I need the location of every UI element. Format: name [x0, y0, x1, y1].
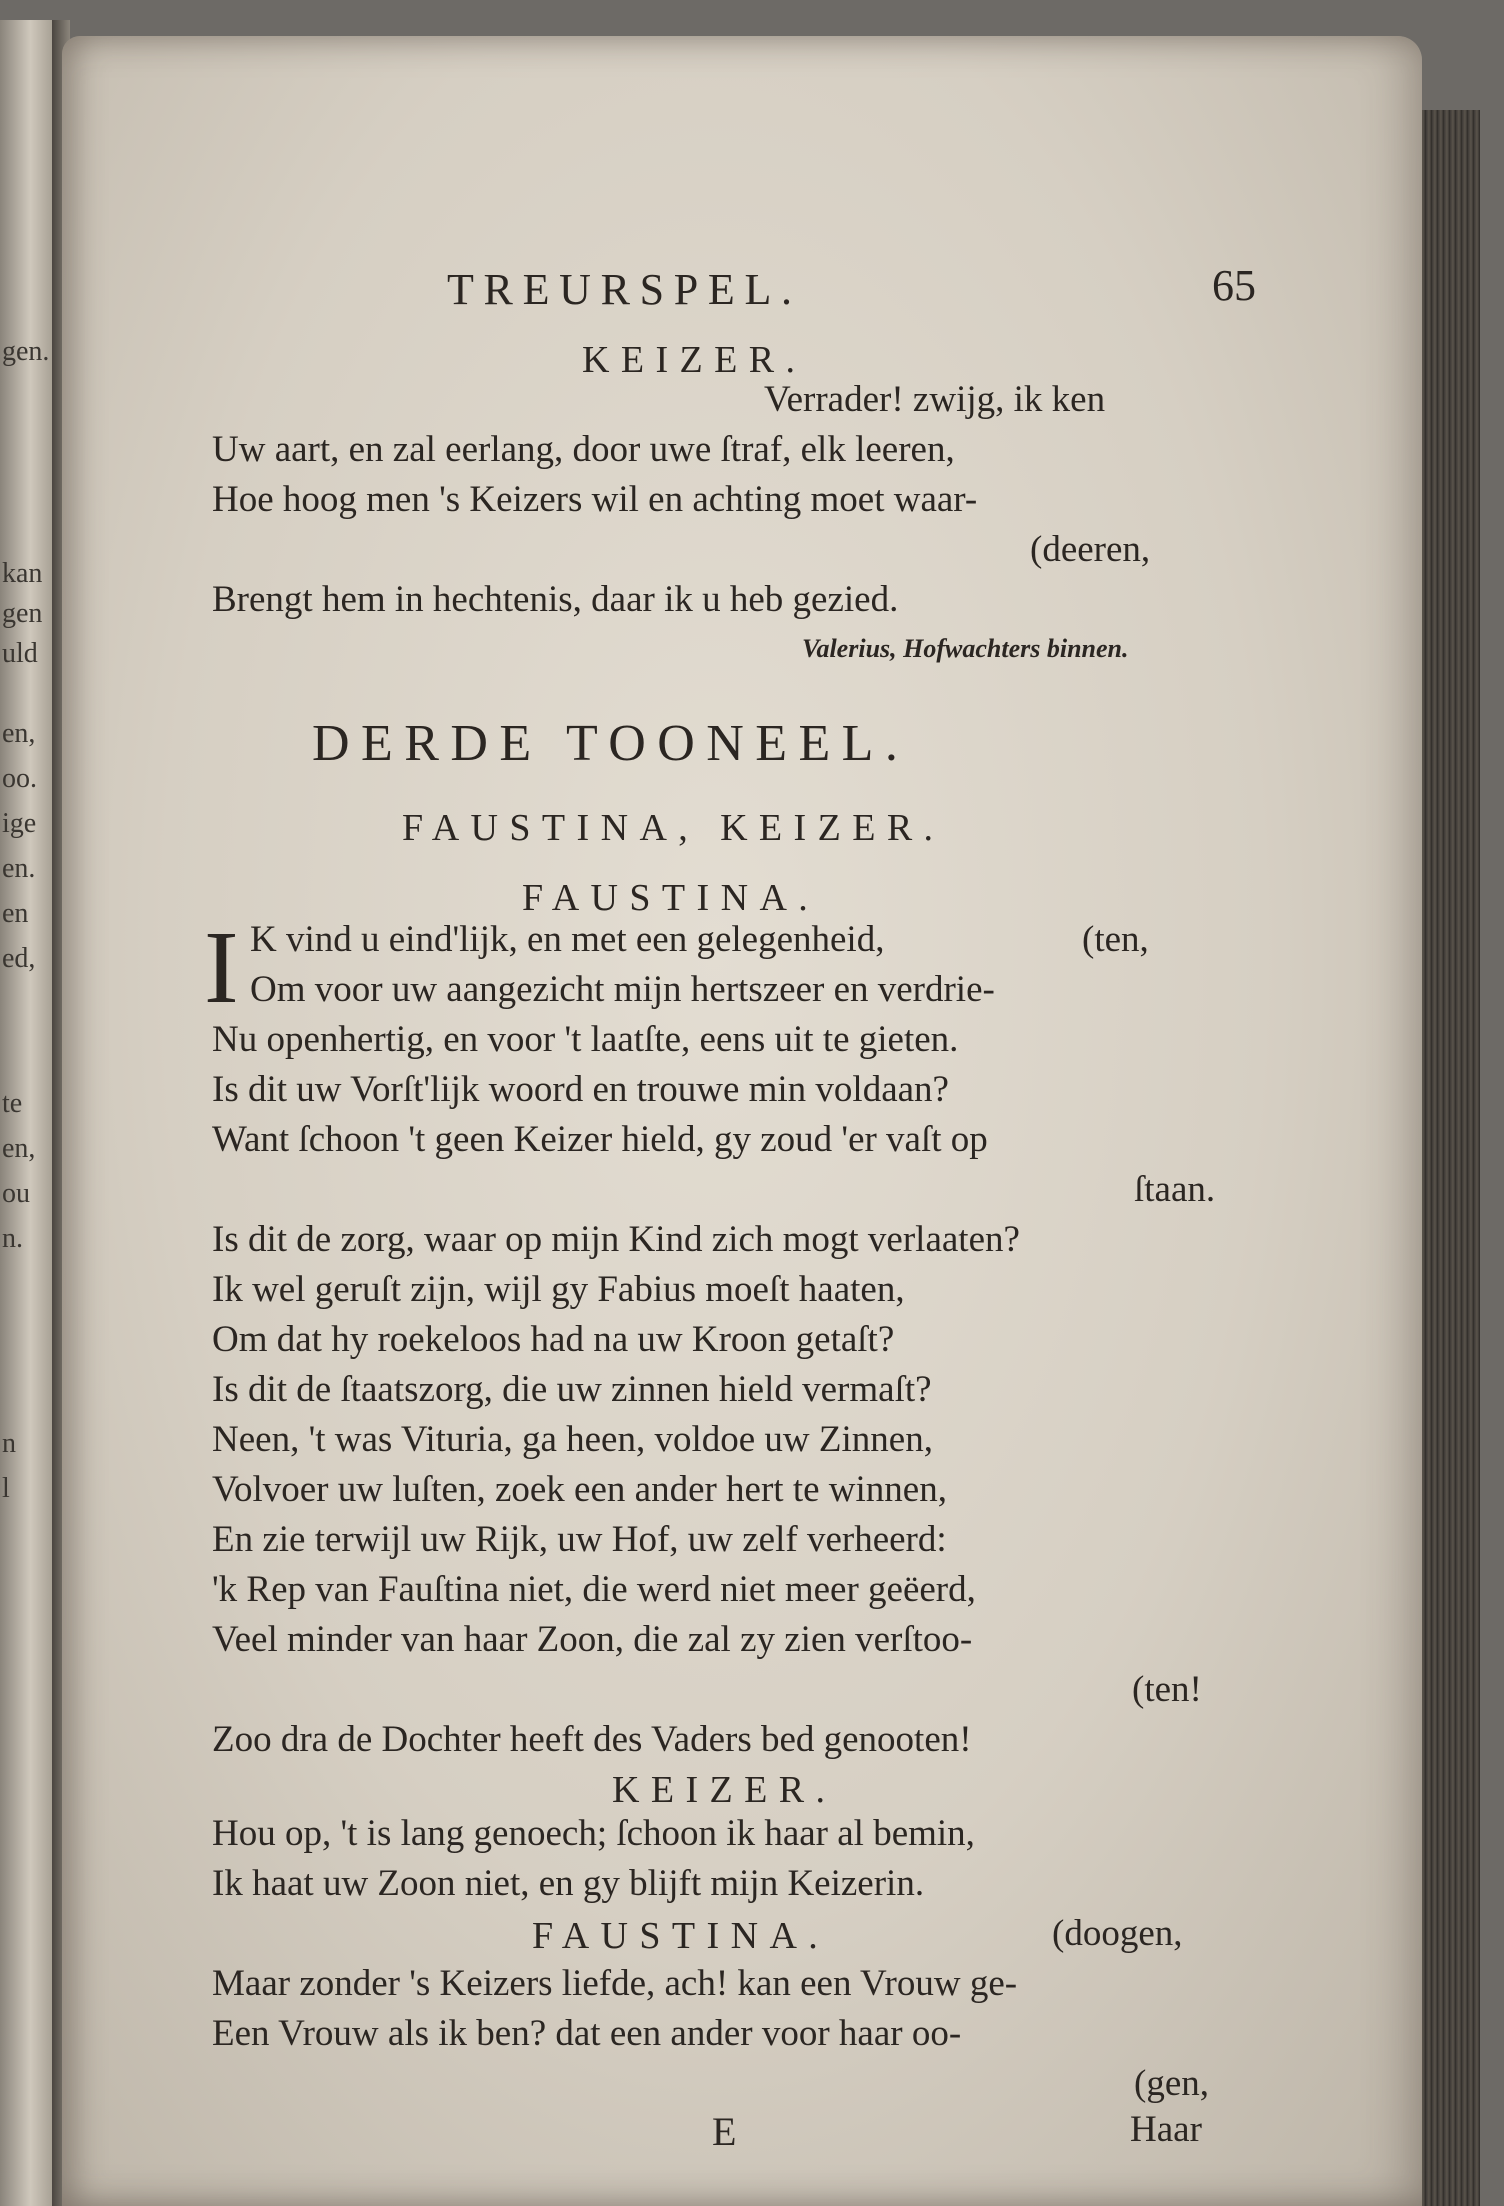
signature-mark: E [712, 2109, 737, 2154]
page-edges [1420, 110, 1480, 2206]
drop-cap: I [204, 910, 239, 1025]
verse-overflow: (gen, [1134, 2063, 1209, 2104]
verse-line: Om voor uw aangezicht mijn hertszeer en verdrie- [250, 969, 995, 1010]
left-page-fragment: gen. [2, 336, 50, 367]
catchword: Haar [1130, 2109, 1202, 2150]
left-page-fragment: l [2, 1473, 10, 1504]
left-page-fragment: en. [2, 853, 36, 884]
verse-line: (deeren, [1030, 529, 1151, 570]
scene-characters: FAUSTINA, KEIZER. [402, 807, 945, 849]
verse-line: Want ſchoon 't geen Keizer hield, gy zoud 'er vaſt op [212, 1119, 988, 1160]
verse-line: Is dit de zorg, waar op mijn Kind zich mogt verlaaten? [212, 1219, 1020, 1260]
verse-line: Volvoer uw luſten, zoek een ander hert te winnen, [212, 1469, 947, 1510]
speaker-name: FAUSTINA. [532, 1915, 830, 1957]
verse-line: Veel minder van haar Zoon, die zal zy zien verſtoo- [212, 1619, 973, 1660]
left-page-fragment: n. [2, 1223, 23, 1254]
verse-line: Ik wel geruſt zijn, wijl gy Fabius moeſt haaten, [212, 1269, 905, 1310]
left-page-fragment: ou [2, 1178, 30, 1209]
verse-line: 'k Rep van Fauſtina niet, die werd niet meer geëerd, [212, 1569, 976, 1610]
verse-line: Maar zonder 's Keizers liefde, ach! kan een Vrouw ge- [212, 1963, 1018, 2004]
speaker-name: KEIZER. [582, 339, 807, 381]
verse-line: Verrader! zwijg, ik ken [764, 379, 1106, 420]
left-page-fragment: uld [2, 638, 38, 669]
verse-line: Ik haat uw Zoon niet, en gy blijft mijn Keizerin. [212, 1863, 925, 1904]
verse-line: Om dat hy roekeloos had na uw Kroon getaſt? [212, 1319, 895, 1360]
verse-line: Neen, 't was Vituria, ga heen, voldoe uw Zinnen, [212, 1419, 933, 1460]
left-page-fragment: n [2, 1428, 16, 1459]
verse-line: Is dit de ſtaatszorg, die uw zinnen hield vermaſt? [212, 1369, 932, 1410]
stage-direction: Valerius, Hofwachters binnen. [802, 634, 1129, 663]
left-page-fragment: ige [2, 808, 37, 839]
left-page-fragment: ed, [2, 943, 36, 974]
speaker-name: KEIZER. [612, 1769, 837, 1811]
verse-overflow: (doogen, [1052, 1913, 1183, 1954]
verse-line: Hou op, 't is lang genoech; ſchoon ik haar al bemin, [212, 1813, 975, 1854]
verse-line: K vind u eind'lijk, en met een gelegenheid, [250, 919, 885, 960]
verse-line: En zie terwijl uw Rijk, uw Hof, uw zelf verheerd: [212, 1519, 947, 1560]
scene-title: DERDE TOONEEL. [312, 715, 910, 772]
verse-overflow: (ten, [1082, 919, 1149, 960]
left-page-fragment: en [2, 898, 29, 929]
left-page-fragment: en, [2, 1133, 36, 1164]
verse-line: Nu openhertig, en voor 't laatſte, eens uit te gieten. [212, 1019, 959, 1060]
verse-line: Hoe hoog men 's Keizers wil en achting moet waar- [212, 479, 978, 520]
page-number: 65 [1212, 261, 1256, 310]
running-head: TREURSPEL. [447, 265, 802, 314]
left-page-fragment: en, [2, 718, 36, 749]
verse-line: Brengt hem in hechtenis, daar ik u heb gezied. [212, 579, 899, 620]
left-page-fragment: oo. [2, 763, 37, 794]
verse-overflow: (ten! [1132, 1669, 1202, 1710]
left-page-fragment: kan [2, 558, 43, 589]
verse-line: Een Vrouw als ik ben? dat een ander voor haar oo- [212, 2013, 962, 2054]
verse-overflow: ſtaan. [1134, 1169, 1216, 1210]
left-page-fragment: te [2, 1088, 23, 1119]
left-page-fragment: gen [2, 598, 43, 629]
verse-line: Zoo dra de Dochter heeft des Vaders bed genooten! [212, 1719, 972, 1760]
page [62, 36, 1422, 2206]
speaker-name: FAUSTINA. [522, 877, 820, 919]
left-page-edge [0, 20, 55, 2206]
verse-line: Uw aart, en zal eerlang, door uwe ſtraf, elk leeren, [212, 429, 955, 470]
verse-line: Is dit uw Vorſt'lijk woord en trouwe min voldaan? [212, 1069, 949, 1110]
